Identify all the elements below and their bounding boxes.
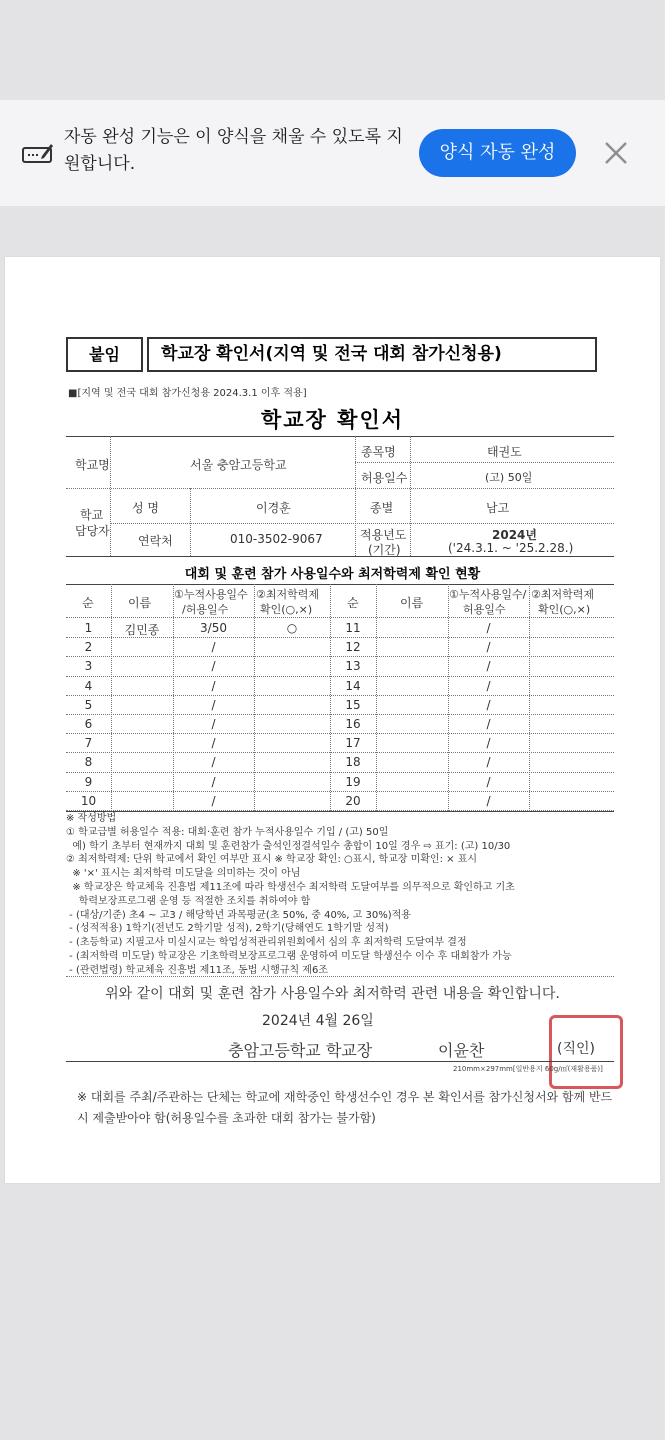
applies-note: ■[지역 및 전국 대회 참가신청용 2024.3.1 이후 적용] [68,388,307,399]
gender-value: 남고 [486,501,510,515]
autofill-message: 자동 완성 기능은 이 양식을 채울 수 있도록 지원합니다. [64,127,403,174]
table-vline [254,584,255,811]
period-value: ('24.3.1. ~ '25.2.28.) [448,541,574,555]
header-days-line2: /허용일수 [182,603,229,616]
row-days: / [211,678,216,693]
row-grade-check: ○ [286,621,298,635]
row-days: / [211,717,216,731]
note-line: ※ 작성방법 [66,813,117,824]
table-row-divider [66,714,614,715]
header-days-line1: ①누적사용일수 [174,588,248,601]
note-line: ※ '×' 표시는 최저학력 미도달을 의미하는 것이 아님 [66,868,301,880]
header-name: 이름 [128,596,152,610]
school-value: 서울 충암고등학교 [190,458,287,472]
row-days: / [486,793,491,808]
note-line: ② 최저학력제: 단위 학교에서 확인 여부만 표시 ※ 학교장 확인: ○표시, 학교장 미확인: × 표시 [66,854,478,866]
note-line: - (대상/기준) 초4 ~ 고3 / 해당학년 과목평균(초 50%, 중 40%, 고 30%)적용 [66,909,411,921]
contact-label: 연락처 [138,534,173,548]
table-vline [529,584,530,811]
row-days: / [211,774,216,789]
issue-date: 2024년 4월 26일 [262,1013,374,1029]
writing-instructions [66,812,626,978]
row-number: 11 [345,621,361,635]
row-number: 3 [84,659,93,674]
header-grade-right-line2: 확인(○,×) [538,603,591,616]
row-number: 4 [84,678,93,693]
note-line: - (관련법령) 학교체육 진흥법 제11조, 동법 시행규칙 제6조 [66,964,328,976]
table-row-divider [66,695,614,696]
gender-label: 종별 [370,501,394,515]
name-value: 이경훈 [256,501,291,515]
row-number: 12 [345,640,361,655]
info-table-top-border [66,436,614,437]
row-number: 5 [84,697,93,712]
contact-value: 010-3502-9067 [230,532,323,546]
principal-name: 이윤찬 [438,1041,485,1060]
table-vline [376,584,377,811]
header-grade-line2: 확인(○,×) [260,603,313,616]
info-table-bottom-border [66,556,614,557]
year-label-line1: 적용년도 [360,528,407,542]
form-edit-icon [22,141,54,165]
header-grade-line1: ②최저학력제 [256,588,319,601]
info-table-divider [66,488,614,489]
seal-label: (직인) [557,1041,595,1057]
row-number: 14 [345,678,361,693]
row-days: / [486,717,491,731]
principal-title: 충암고등학교 학교장 [228,1041,373,1060]
footer-note: ※ 대회를 주최/주관하는 단체는 학교에 재학중인 학생선수인 경우 본 확인서를 참가신청서와 함께 반드시 제출받아야 함(허용일수를 초과한 대회 참가는 불가함) [77,1090,613,1125]
row-number: 19 [345,774,361,789]
row-days: / [486,621,491,635]
note-line: - (초등학교) 지필고사 미실시교는 학업성적관리위원회에서 심의 후 최저학력 도달여부 결정 [66,937,467,949]
manager-label-line1: 학교 [80,508,104,522]
row-number: 9 [84,774,93,789]
row-number: 6 [84,717,93,731]
info-table-divider [355,462,614,463]
confirmation-text: 위와 같이 대회 및 훈련 참가 사용일수와 최저학력 관련 내용을 확인합니다. [105,986,560,1002]
header-no: 순 [82,596,94,610]
table-row-divider [66,752,614,753]
info-table-vline [355,436,356,556]
row-days: / [486,697,491,712]
row-number: 1 [84,621,93,635]
row-days: / [211,755,216,770]
sport-label: 종목명 [361,445,396,459]
manager-label-line2: 담당자 [75,524,110,538]
row-number: 18 [345,755,361,770]
table-row-divider [66,733,614,734]
name-label: 성 명 [132,501,159,515]
allowed-days-label: 허용일수 [361,471,408,485]
document-title: 학교장 확인서 [260,408,405,432]
row-number: 17 [345,736,361,751]
info-table-vline [110,436,111,556]
row-days: / [211,640,216,655]
row-days: / [486,640,491,655]
row-number: 16 [345,717,361,731]
paper-size-note: 210mm×297mm[일반용지 60g/㎡(재활용품)] [453,1065,603,1073]
row-days: / [486,736,491,751]
row-number: 2 [84,640,93,655]
signature-divider [66,1061,614,1062]
info-table-vline [410,436,411,556]
note-line: 학력보장프로그램 운영 등 적절한 조치를 취하여야 함 [66,895,311,907]
header-title: 학교장 확인서(지역 및 전국 대회 참가신청용) [147,337,597,372]
note-line: - (최저학력 미도달) 학교장은 기초학력보장프로그램 운영하여 미도달 학생선수 이수 후 대회참가 가능 [66,950,512,962]
table-row-divider [66,772,614,773]
header-no-right: 순 [347,596,359,610]
note-line: - (성적적용) 1학기(전년도 2학기말 성적), 2학기(당해연도 1학기말 성적) [66,923,389,935]
header-name-right: 이름 [400,596,424,610]
row-days: 3/50 [200,621,227,635]
table-vline [111,584,112,811]
table-row-divider [66,791,614,792]
header-days-right-line1: ①누적사용일수/ [449,588,527,601]
row-days: / [211,659,216,674]
note-line: ① 학교급별 허용일수 적용: 대회·훈련 참가 누적사용일수 기입 / (고) 50일 [66,826,389,838]
row-days: / [486,755,491,770]
row-days: / [211,736,216,751]
table-header-divider [66,617,614,618]
info-table-vline [190,488,191,556]
sport-value: 태권도 [487,445,522,459]
row-number: 10 [80,793,97,808]
row-name: 김민종 [124,623,160,637]
info-table-divider [110,523,614,524]
school-label: 학교명 [75,458,110,472]
row-days: / [486,678,491,693]
row-number: 15 [345,697,361,712]
table-row-divider [66,676,614,677]
row-number: 7 [84,736,93,751]
year-value: 2024년 [492,528,537,542]
table-title: 대회 및 훈련 참가 사용일수와 최저학력제 확인 현황 [184,567,481,582]
autofill-form-button[interactable]: 양식 자동 완성 [419,129,576,177]
row-number: 8 [84,755,93,770]
table-row-divider [66,810,614,811]
header-days-right-line2: 허용일수 [463,603,506,616]
row-number: 20 [345,793,361,808]
row-days: / [486,659,491,674]
row-days: / [211,697,216,712]
note-line: 예) 학기 초부터 현재까지 대회 및 훈련참가 출석인정결석일수 총합이 10일 경우 ⇨ 표기: (고) 10/30 [66,840,511,852]
table-row-divider [66,656,614,657]
row-days: / [211,793,216,808]
row-number: 13 [345,659,361,674]
note-line: ※ 학교장은 학교체육 진흥법 제11조에 따라 학생선수 최저학력 도달여부를 의무적으로 확인하고 기초 [66,881,515,893]
notes-divider [66,976,614,977]
allowed-days-value: (고) 50일 [485,471,533,484]
row-days: / [486,774,491,789]
table-top-border [66,584,614,585]
close-icon[interactable] [603,140,629,166]
attachment-label: 붙임 [66,337,143,372]
year-label-line2: (기간) [368,543,401,557]
header-grade-right-line1: ②최저학력제 [531,588,594,601]
